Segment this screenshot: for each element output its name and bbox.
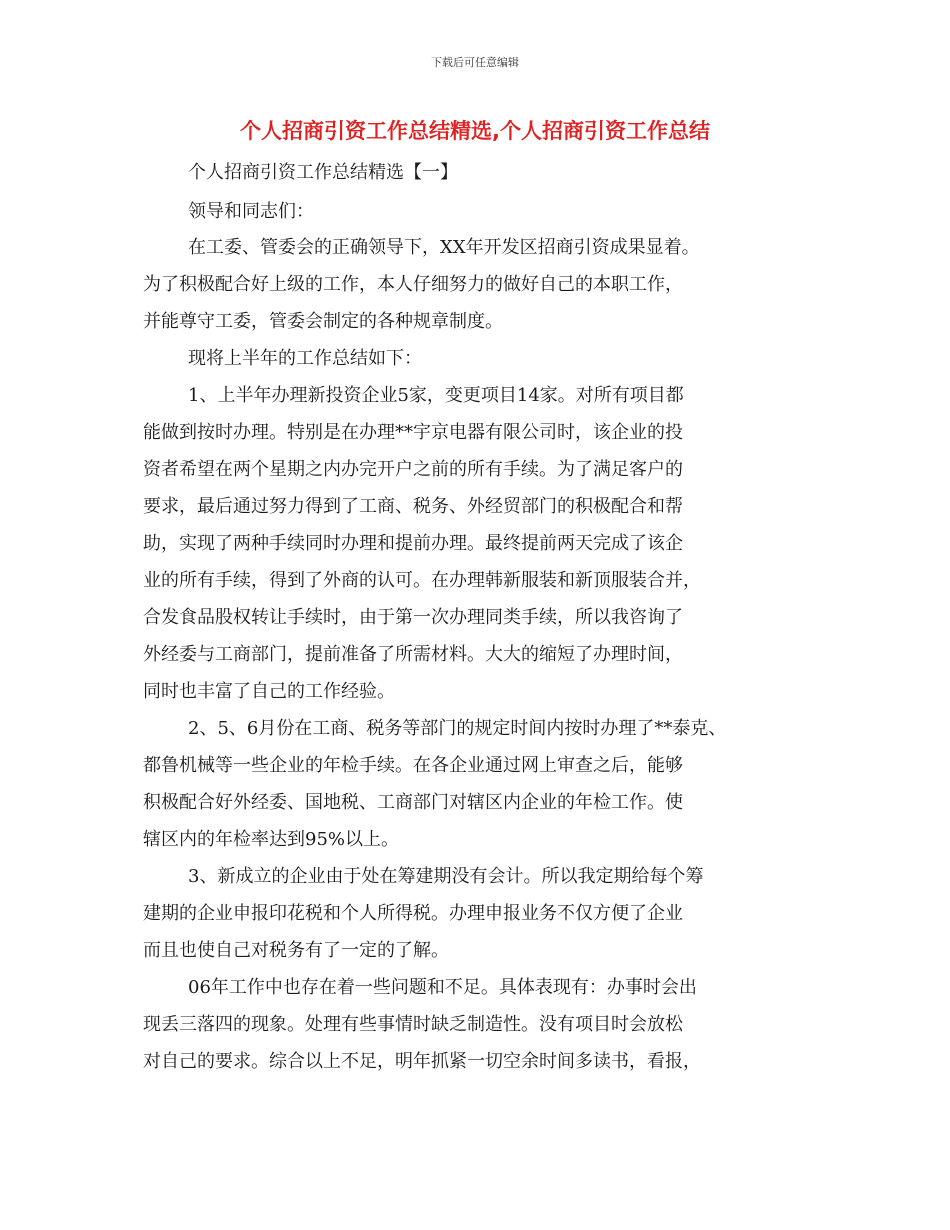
paragraph-line: 要求，最后通过努力得到了工商、税务、外经贸部门的积极配合和帮 — [143, 496, 683, 517]
paragraph-line: 辖区内的年检率达到95%以上。 — [143, 829, 400, 850]
header-note: 下载后可任意编辑 — [431, 56, 519, 69]
paragraph-line: 在工委、管委会的正确领导下，XX年开发区招商引资成果显着。 — [188, 237, 700, 258]
paragraph-line: 资者希望在两个星期之内办完开户之前的所有手续。为了满足客户的 — [143, 459, 683, 480]
paragraph-line: 业的所有手续，得到了外商的认可。在办理韩新服装和新顶服装合并， — [143, 570, 701, 591]
paragraph-line: 2、5、6月份在工商、税务等部门的规定时间内按时办理了**泰克、 — [188, 718, 727, 739]
paragraph-line: 而且也使自己对税务有了一定的了解。 — [143, 940, 449, 961]
paragraph-line: 并能尊守工委，管委会制定的各种规章制度。 — [143, 311, 503, 332]
paragraph-line: 都鲁机械等一些企业的年检手续。在各企业通过网上审查之后，能够 — [143, 755, 683, 776]
section-heading: 个人招商引资工作总结精选【一】 — [188, 162, 458, 183]
paragraph-line: 建期的企业申报印花税和个人所得税。办理申报业务不仅方便了企业 — [143, 903, 683, 924]
paragraph-line: 同时也丰富了自己的工作经验。 — [143, 681, 395, 702]
paragraph-line: 为了积极配合好上级的工作，本人仔细努力的做好自己的本职工作， — [143, 274, 683, 295]
document-title: 个人招商引资工作总结精选,个人招商引资工作总结 — [240, 119, 710, 143]
paragraph-line: 06年工作中也存在着一些问题和不足。具体表现有：办事时会出 — [188, 977, 697, 998]
paragraph-line: 合发食品股权转让手续时，由于第一次办理同类手续，所以我咨询了 — [143, 607, 683, 628]
paragraph-line: 积极配合好外经委、国地税、工商部门对辖区内企业的年检工作。使 — [143, 792, 683, 813]
paragraph-line: 1、上半年办理新投资企业5家，变更项目14家。对所有项目都 — [188, 385, 684, 406]
paragraph-line: 外经委与工商部门，提前准备了所需材料。大大的缩短了办理时间， — [143, 644, 683, 665]
paragraph-line: 3、新成立的企业由于处在筹建期没有会计。所以我定期给每个筹 — [188, 866, 704, 887]
paragraph-line: 能做到按时办理。特别是在办理**宇京电器有限公司时，该企业的投 — [143, 422, 683, 443]
paragraph-line: 现丢三落四的现象。处理有些事情时缺乏制造性。没有项目时会放松 — [143, 1014, 683, 1035]
paragraph-line: 现将上半年的工作总结如下： — [188, 348, 422, 369]
salutation: 领导和同志们： — [188, 201, 314, 222]
paragraph-line: 对自己的要求。综合以上不足，明年抓紧一切空余时间多读书，看报， — [143, 1051, 701, 1072]
paragraph-line: 助，实现了两种手续同时办理和提前办理。最终提前两天完成了该企 — [143, 533, 683, 554]
